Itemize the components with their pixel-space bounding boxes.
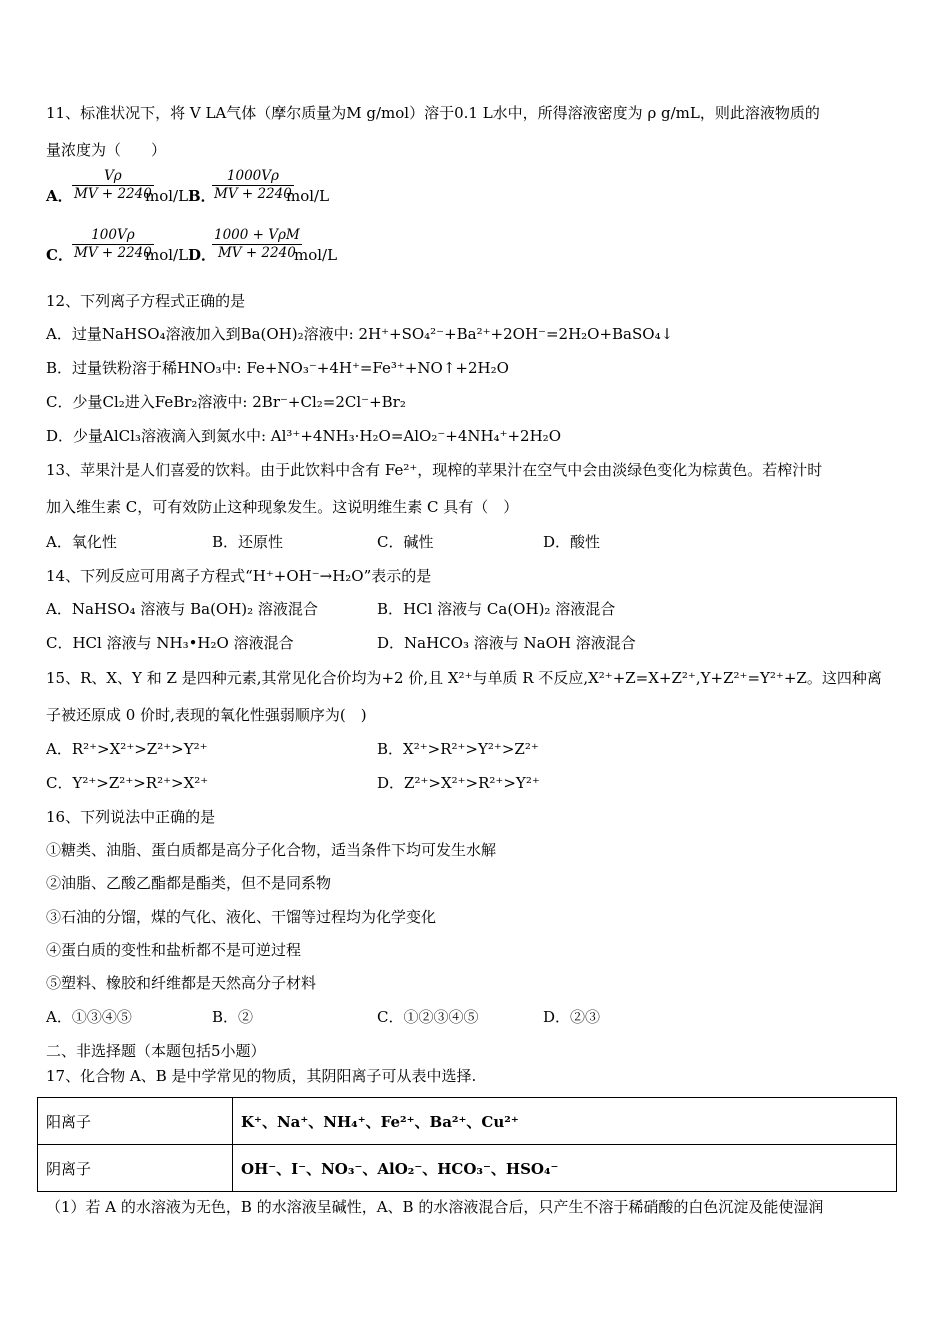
- q12-stem: 12、下列离子方程式正确的是: [46, 292, 246, 310]
- q15-option-d: D．Z²⁺>X²⁺>R²⁺>Y²⁺: [377, 774, 540, 792]
- q11-option-c-label: C．: [46, 246, 73, 264]
- q16-statement-1: ①糖类、油脂、蛋白质都是高分子化合物，适当条件下均可发生水解: [46, 841, 497, 859]
- q11-option-d-unit: mol/L: [294, 246, 338, 264]
- q13-stem-line2: 加入维生素 C，可有效防止这种现象发生。这说明维生素 C 具有（ ）: [46, 498, 519, 516]
- q13-stem-line1: 13、苹果汁是人们喜爱的饮料。由于此饮料中含有 Fe²⁺，现榨的苹果汁在空气中会由淡绿色变化为棕黄色。若榨汁时: [46, 461, 823, 479]
- q11-option-c-numerator: 100Vρ: [91, 227, 135, 243]
- section-heading: 二、非选择题（本题包括5小题）: [46, 1042, 266, 1060]
- q12-option-a: A．过量NaHSO₄溶液加入到Ba(OH)₂溶液中: 2H⁺+SO₄²⁻+Ba²⁺+2OH⁻=2H₂O+BaSO₄↓: [46, 325, 674, 343]
- q16-statement-5: ⑤塑料、橡胶和纤维都是天然高分子材料: [46, 974, 317, 992]
- q11-option-a-unit: mol/L: [145, 187, 189, 205]
- q11-option-c-unit: mol/L: [145, 246, 189, 264]
- q13-option-a: A．氧化性: [46, 533, 117, 551]
- q11-option-b-fraction: [212, 168, 294, 203]
- q11-option-c-fraction: [72, 227, 154, 262]
- q12-option-b: B．过量铁粉溶于稀HNO₃中: Fe+NO₃⁻+4H⁺=Fe³⁺+NO↑+2H₂O: [46, 359, 509, 377]
- ion-table-label: 阳离子: [38, 1098, 233, 1145]
- q13-option-b: B．还原性: [212, 533, 284, 551]
- q11-option-d-denominator: MV + 2240: [212, 244, 302, 262]
- q15-option-a: A．R²⁺>X²⁺>Z²⁺>Y²⁺: [46, 740, 208, 758]
- q11-option-b-numerator: 1000Vρ: [226, 168, 279, 184]
- q14-option-a: A．NaHSO₄ 溶液与 Ba(OH)₂ 溶液混合: [46, 600, 318, 618]
- q16-statement-4: ④蛋白质的变性和盐析都不是可逆过程: [46, 941, 302, 959]
- q11-option-a-fraction: [72, 168, 154, 203]
- q17-part1: （1）若 A 的水溶液为无色，B 的水溶液呈碱性，A、B 的水溶液混合后，只产生不溶于稀硝酸的白色沉淀及能使湿润: [46, 1198, 824, 1216]
- q11-stem-line2: 量浓度为（ ）: [46, 141, 167, 159]
- ion-table-label: 阴离子: [38, 1145, 233, 1192]
- q11-option-c-denominator: MV + 2240: [74, 245, 152, 261]
- q13-option-d: D．酸性: [543, 533, 601, 551]
- q12-option-c: C．少量Cl₂进入FeBr₂溶液中: 2Br⁻+Cl₂=2Cl⁻+Br₂: [46, 393, 406, 411]
- q17-stem: 17、化合物 A、B 是中学常见的物质，其阴阳离子可从表中选择.: [46, 1067, 477, 1085]
- q11-option-b-label: B．: [188, 187, 216, 205]
- q11-option-a-numerator: Vρ: [104, 168, 122, 184]
- table-row: [38, 1145, 897, 1192]
- table-row: [38, 1098, 897, 1145]
- q16-option-c: C．①②③④⑤: [377, 1008, 479, 1026]
- q13-option-c: C．碱性: [377, 533, 434, 551]
- q16-option-d: D．②③: [543, 1008, 601, 1026]
- q11-option-d-numerator: 1000 + VρM: [214, 227, 300, 243]
- q15-stem-line1: 15、R、X、Y 和 Z 是四种元素,其常见化合价均为+2 价,且 X²⁺与单质 R 不反应,X²⁺+Z=X+Z²⁺,Y+Z²⁺=Y²⁺+Z。这四种离: [46, 669, 882, 687]
- q11-option-d-fraction: [212, 227, 302, 262]
- q12-option-d: D．少量AlCl₃溶液滴入到氮水中: Al³⁺+4NH₃·H₂O=AlO₂⁻+4NH₄⁺+2H₂O: [46, 427, 561, 445]
- q11-stem-line1: 11、标准状况下，将 V LA气体（摩尔质量为M g/mol）溶于0.1 L水中，所得溶液密度为 ρ g/mL，则此溶液物质的: [46, 104, 820, 122]
- ion-table-value: OH⁻、I⁻、NO₃⁻、AlO₂⁻、HCO₃⁻、HSO₄⁻: [233, 1145, 897, 1192]
- ion-table: [37, 1097, 897, 1192]
- q15-option-c: C．Y²⁺>Z²⁺>R²⁺>X²⁺: [46, 774, 209, 792]
- q16-statement-2: ②油脂、乙酸乙酯都是酯类，但不是同系物: [46, 874, 332, 892]
- q14-option-b: B．HCl 溶液与 Ca(OH)₂ 溶液混合: [377, 600, 616, 618]
- q11-option-b-denominator: MV + 2240: [214, 186, 292, 202]
- q14-option-c: C．HCl 溶液与 NH₃•H₂O 溶液混合: [46, 634, 294, 652]
- q16-option-a: A．①③④⑤: [46, 1008, 132, 1026]
- q15-stem-line2: 子被还原成 0 价时,表现的氧化性强弱顺序为( ): [46, 706, 367, 724]
- q14-option-d: D．NaHCO₃ 溶液与 NaOH 溶液混合: [377, 634, 636, 652]
- q14-stem: 14、下列反应可用离子方程式“H⁺+OH⁻→H₂O”表示的是: [46, 567, 432, 585]
- q16-statement-3: ③石油的分馏，煤的气化、液化、干馏等过程均为化学变化: [46, 908, 437, 926]
- q11-option-d-label: D．: [188, 246, 217, 264]
- ion-table-value: K⁺、Na⁺、NH₄⁺、Fe²⁺、Ba²⁺、Cu²⁺: [233, 1098, 897, 1145]
- q16-stem: 16、下列说法中正确的是: [46, 808, 216, 826]
- q15-option-b: B．X²⁺>R²⁺>Y²⁺>Z²⁺: [377, 740, 539, 758]
- q11-option-b-unit: mol/L: [286, 187, 330, 205]
- q16-option-b: B．②: [212, 1008, 254, 1026]
- q11-option-a-label: A．: [46, 187, 73, 205]
- q11-option-a-denominator: MV + 2240: [74, 186, 152, 202]
